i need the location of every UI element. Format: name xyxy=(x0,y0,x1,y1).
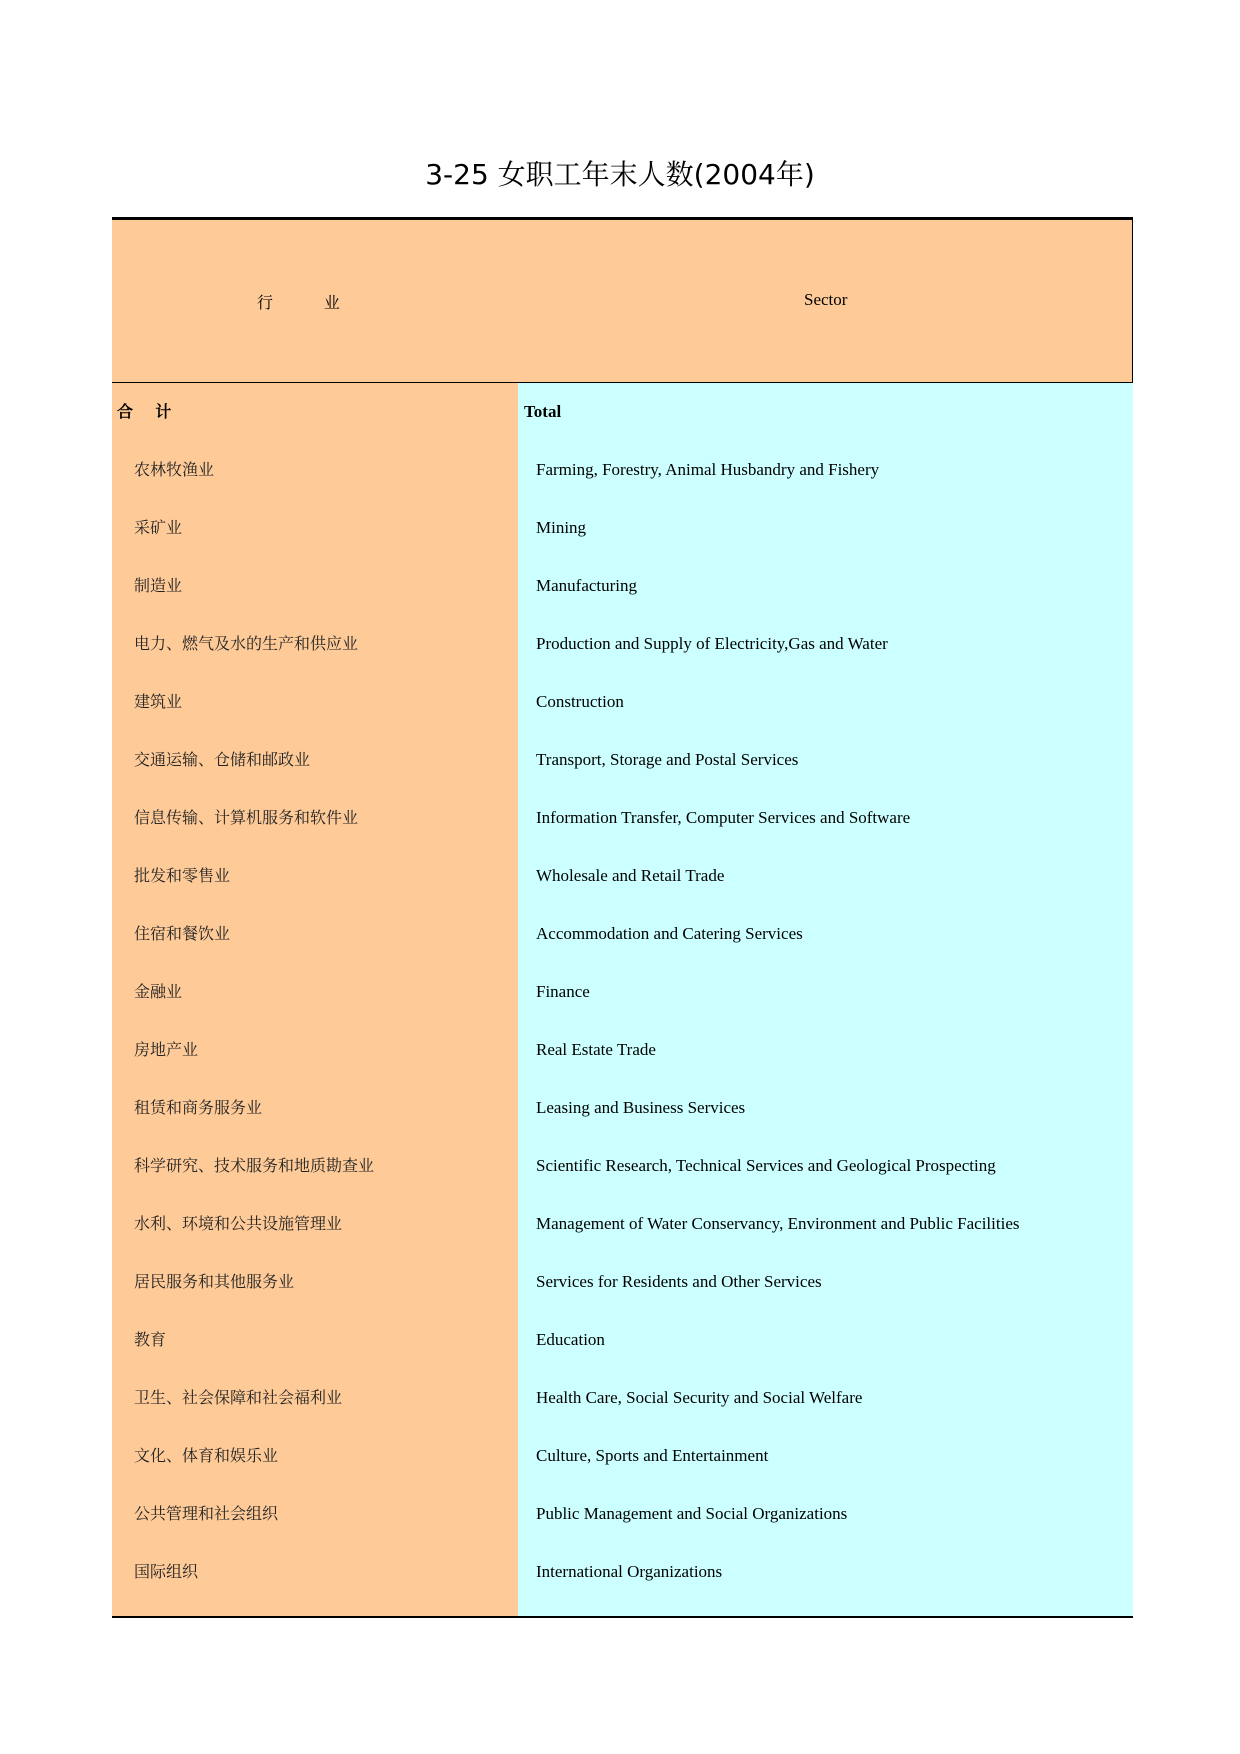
sector-name-chinese: 合 计 xyxy=(117,402,172,421)
table-row xyxy=(112,499,1133,557)
sector-name-english: Leasing and Business Services xyxy=(536,1098,746,1117)
sector-name-chinese: 信息传输、计算机服务和软件业 xyxy=(134,808,359,827)
sector-name-english: Management of Water Conservancy, Environment and Public Facilities xyxy=(536,1214,1020,1233)
sector-name-english: Scientific Research, Technical Services and Geological Prospecting xyxy=(536,1156,996,1175)
table-header xyxy=(112,220,1133,383)
sector-name-chinese: 住宿和餐饮业 xyxy=(134,924,231,943)
table-row-total xyxy=(112,383,1133,441)
table-row xyxy=(112,441,1133,499)
sector-name-chinese: 水利、环境和公共设施管理业 xyxy=(134,1214,343,1233)
sector-name-chinese: 采矿业 xyxy=(134,518,183,537)
table-row xyxy=(112,1195,1133,1253)
sector-name-chinese: 交通运输、仓储和邮政业 xyxy=(134,750,311,769)
table-row xyxy=(112,731,1133,789)
sector-name-english: Accommodation and Catering Services xyxy=(536,924,803,943)
sector-name-english: Real Estate Trade xyxy=(536,1040,656,1059)
table-row xyxy=(112,557,1133,615)
sector-name-chinese: 教育 xyxy=(134,1330,167,1349)
table-row xyxy=(112,673,1133,731)
table-row xyxy=(112,1253,1133,1311)
sector-name-chinese: 文化、体育和娱乐业 xyxy=(134,1446,279,1465)
table-bottom-rule xyxy=(112,1616,1133,1618)
sector-name-chinese: 租赁和商务服务业 xyxy=(134,1098,263,1117)
sector-name-english: Manufacturing xyxy=(536,576,638,595)
sector-name-english: Transport, Storage and Postal Services xyxy=(536,750,799,769)
sector-name-english: Construction xyxy=(536,692,624,711)
sector-name-english: Finance xyxy=(536,982,590,1001)
sector-name-english: International Organizations xyxy=(536,1562,723,1581)
table-row xyxy=(112,1311,1133,1369)
sector-name-chinese: 国际组织 xyxy=(134,1562,199,1581)
table-row xyxy=(112,963,1133,1021)
table-row xyxy=(112,1137,1133,1195)
table-row xyxy=(112,847,1133,905)
table-row xyxy=(112,1079,1133,1137)
table-row xyxy=(112,1485,1133,1543)
header-english-label: Sector xyxy=(804,290,848,309)
sector-name-chinese: 建筑业 xyxy=(134,692,183,711)
sector-name-chinese: 制造业 xyxy=(134,576,183,595)
sector-name-chinese: 电力、燃气及水的生产和供应业 xyxy=(134,634,359,653)
sector-name-english: Services for Residents and Other Services xyxy=(536,1272,822,1291)
sector-name-english: Health Care, Social Security and Social Welfare xyxy=(536,1388,863,1407)
sector-name-chinese: 农林牧渔业 xyxy=(134,460,215,479)
sector-name-english: Mining xyxy=(536,518,587,537)
header-chinese-label: 行 业 xyxy=(257,293,340,312)
sector-name-english: Production and Supply of Electricity,Gas and Water xyxy=(536,634,888,653)
sector-name-chinese: 房地产业 xyxy=(134,1040,199,1059)
sector-name-english: Information Transfer, Computer Services and Software xyxy=(536,808,911,827)
table-row xyxy=(112,789,1133,847)
table-row xyxy=(112,1021,1133,1079)
table-row xyxy=(112,1369,1133,1427)
table-row xyxy=(112,905,1133,963)
sector-name-chinese: 居民服务和其他服务业 xyxy=(134,1272,295,1291)
table-row xyxy=(112,615,1133,673)
sector-name-english: Public Management and Social Organizations xyxy=(536,1504,848,1523)
table-row xyxy=(112,1427,1133,1485)
sector-name-chinese: 科学研究、技术服务和地质勘查业 xyxy=(134,1156,375,1175)
sector-name-chinese: 卫生、社会保障和社会福利业 xyxy=(134,1388,343,1407)
sector-name-english: Farming, Forestry, Animal Husbandry and Fishery xyxy=(536,460,880,479)
sector-name-english: Education xyxy=(536,1330,605,1349)
sector-name-english: Wholesale and Retail Trade xyxy=(536,866,725,885)
sector-name-english: Culture, Sports and Entertainment xyxy=(536,1446,769,1465)
sector-name-chinese: 金融业 xyxy=(134,982,183,1001)
sector-name-chinese: 批发和零售业 xyxy=(134,866,231,885)
sector-name-chinese: 公共管理和社会组织 xyxy=(134,1504,279,1523)
table-row xyxy=(112,1543,1133,1601)
sector-name-english: Total xyxy=(524,402,562,421)
page-title: 3-25 女职工年末人数(2004年) xyxy=(425,158,815,191)
